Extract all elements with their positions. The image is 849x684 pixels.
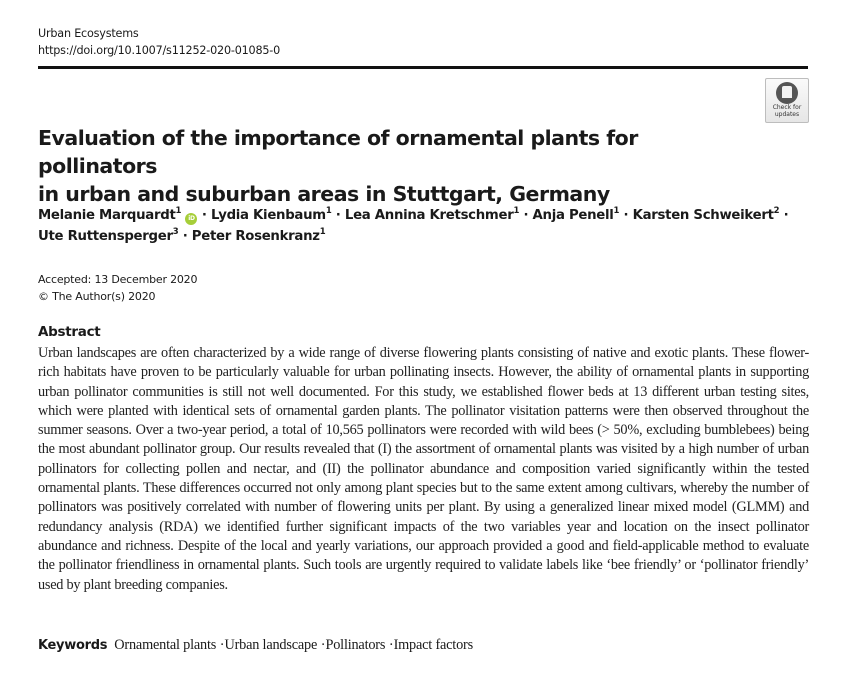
paper-title: Evaluation of the importance of ornamental plants for pollinators in urban and suburban areas in Stuttgart, Germany bbox=[38, 126, 638, 206]
abstract-text: Urban landscapes are often characterized by a wide range of diverse flowering plants consisting of native and exotic plants. These flower-rich habitats have proven to be particularly valuable for urban pollinating insects. However, the ability of ornamental plants in supporting urban pollinator communities is still not well documented. For this study, we established flower beds at 13 different urban testing sites, which were planted with identical sets of ornamental garden plants. The pollinator visitation patterns were then observed throughout the summer seasons. Over a two-year period, a total of 10,565 pollinators were recorded with wild bees (> 50%, excluding bumblebees) being the most abundant pollinator group. Our results revealed that (I) the assortment of ornamental plants was visited by a high number of urban pollinators for collecting pollen and nectar, and (II) the pollinator abundance and composition varied significantly within the tested ornamental plants. These differences occurred not only among plant species but to the same extent among cultivars, whereby the number of pollinators was positively correlated with number of flowering units per plant. By using a generalized linear mixed model (GLMM) and redundancy analysis (RDA) we identified further significant impacts of the two variables year and location on the insect pollinator abundance and richness. Despite of the local and yearly variations, our approach provided a good and field-applicable method to evaluate the pollinator friendliness in ornamental plants. Such tools are urgently required to validate labels like ‘bee friendly’ or ‘pollinator friendly’ used by plant breeding companies. bbox=[38, 345, 809, 593]
author-name[interactable]: Ute Ruttensperger bbox=[38, 229, 173, 244]
author-name[interactable]: Karsten Schweikert bbox=[632, 208, 774, 223]
author-list bbox=[38, 205, 798, 247]
affiliation-marker: 1 bbox=[513, 206, 520, 216]
journal-header bbox=[38, 25, 280, 59]
keywords bbox=[38, 635, 473, 656]
author-separator: · bbox=[523, 208, 529, 223]
abstract-heading: Abstract bbox=[38, 324, 101, 340]
author-name[interactable]: Lea Annina Kretschmer bbox=[344, 208, 514, 223]
keyword-separator: · bbox=[388, 637, 394, 653]
author-separator: · bbox=[783, 208, 789, 223]
keyword-separator: · bbox=[219, 637, 225, 653]
keyword: Impact factors bbox=[393, 637, 473, 653]
affiliation-marker: 1 bbox=[613, 206, 620, 216]
accepted-date: Accepted: 13 December 2020 bbox=[38, 273, 198, 286]
author-name[interactable]: Anja Penell bbox=[532, 208, 614, 223]
header-rule bbox=[38, 66, 808, 69]
crossmark-label-1: Check for bbox=[772, 104, 802, 111]
article-meta bbox=[38, 271, 197, 305]
journal-name: Urban Ecosystems bbox=[38, 27, 139, 40]
author-line-1 bbox=[38, 205, 798, 226]
affiliation-marker: 1 bbox=[175, 206, 182, 216]
affiliation-marker: 3 bbox=[172, 227, 179, 237]
copyright: © The Author(s) 2020 bbox=[38, 290, 156, 303]
author-separator: · bbox=[623, 208, 629, 223]
author-name[interactable]: Peter Rosenkranz bbox=[191, 229, 320, 244]
check-for-updates-button[interactable] bbox=[765, 78, 809, 123]
keyword-separator: · bbox=[320, 637, 326, 653]
keyword: Pollinators bbox=[325, 637, 386, 653]
author-separator: · bbox=[335, 208, 341, 223]
affiliation-marker: 1 bbox=[325, 206, 332, 216]
affiliation-marker: 1 bbox=[319, 227, 326, 237]
author-line-2 bbox=[38, 226, 798, 247]
keyword: Urban landscape bbox=[224, 637, 318, 653]
author-separator: · bbox=[201, 208, 207, 223]
orcid-icon[interactable]: iD bbox=[185, 213, 197, 225]
keyword: Ornamental plants bbox=[114, 637, 217, 653]
crossmark-label-2: updates bbox=[774, 110, 800, 118]
author-name[interactable]: Lydia Kienbaum bbox=[210, 208, 326, 223]
author-separator: · bbox=[182, 229, 188, 244]
author-name[interactable]: Melanie Marquardt bbox=[38, 208, 176, 223]
crossmark-icon bbox=[776, 82, 798, 104]
doi-link[interactable]: https://doi.org/10.1007/s11252-020-01085-0 bbox=[38, 44, 281, 57]
affiliation-marker: 2 bbox=[773, 206, 780, 216]
keywords-label: Keywords bbox=[38, 638, 108, 653]
